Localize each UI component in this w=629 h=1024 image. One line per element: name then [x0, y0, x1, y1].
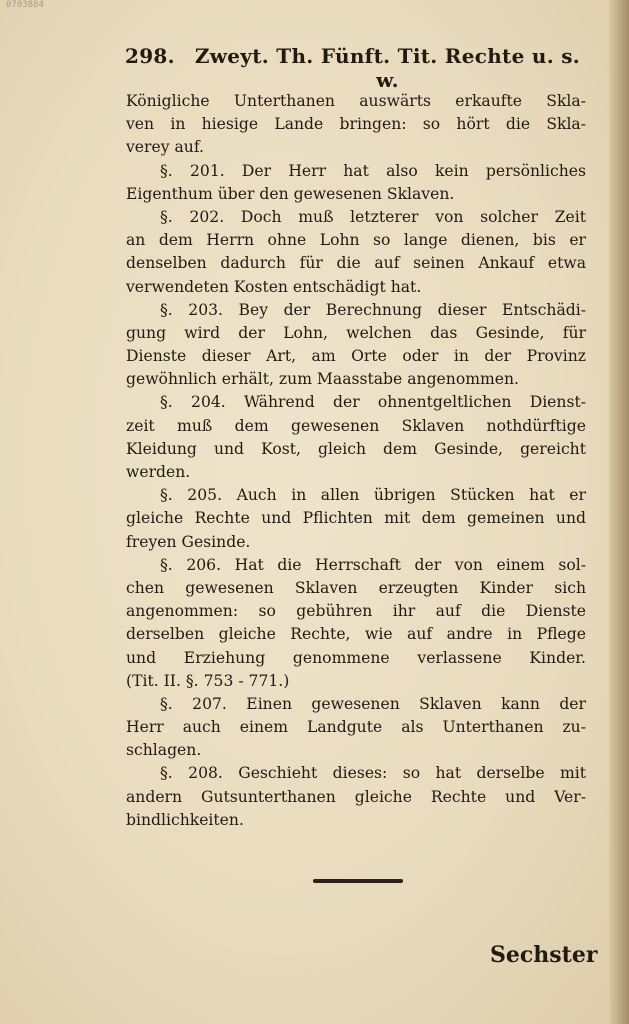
text-line: gung wird der Lohn, welchen das Gesinde, für: [126, 323, 586, 342]
text-line: verwendeten Kosten entschädigt hat.: [126, 277, 422, 296]
text-line: §. 204. Während der ohnentgeltlichen Dienst-: [160, 393, 586, 412]
text-line: §. 203. Bey der Berechnung dieser Entschädi-: [160, 300, 586, 319]
running-title: Zweyt. Th. Fünft. Tit. Rechte u. s. w.: [194, 44, 581, 92]
text-line: denselben dadurch für die auf seinen Ankauf etwa: [126, 254, 586, 273]
text-line: derselben gleiche Rechte, wie auf andre in Pflege: [126, 625, 586, 644]
text-line: §. 207. Einen gewesenen Sklaven kann der: [160, 694, 586, 713]
text-line: schlagen.: [126, 741, 202, 760]
text-line: Herr auch einem Landgute als Unterthanen zu-: [126, 718, 586, 737]
body-text: [126, 90, 586, 832]
text-line: §. 205. Auch in allen übrigen Stücken hat er: [160, 486, 586, 505]
text-line: §. 208. Geschieht dieses: so hat derselbe mit: [160, 764, 586, 783]
text-line: §. 202. Doch muß letzterer von solcher Zeit: [160, 207, 586, 226]
text-line: chen gewesenen Sklaven erzeugten Kinder sich: [126, 578, 586, 597]
text-line: gewöhnlich erhält, zum Maasstabe angenommen.: [126, 370, 520, 389]
page-header: [125, 44, 590, 92]
text-line: andern Gutsunterthanen gleiche Rechte und Ver-: [126, 787, 586, 806]
text-line: ven in hiesige Lande bringen: so hört die Skla-: [126, 115, 586, 134]
text-line: Eigenthum über den gewesenen Sklaven.: [126, 184, 455, 203]
library-stamp: 0703884: [6, 0, 44, 10]
text-line: Königliche Unterthanen auswärts erkaufte Skla-: [126, 92, 586, 110]
text-line: und Erziehung genommene verlassene Kinder.: [126, 648, 586, 667]
catchword: Sechster: [490, 942, 598, 968]
text-line: Kleidung und Kost, gleich dem Gesinde, gereicht: [126, 439, 586, 458]
text-line: werden.: [126, 463, 191, 481]
text-line: freyen Gesinde.: [126, 532, 251, 551]
page-number: 298.: [125, 44, 175, 68]
text-line: bindlichkeiten.: [126, 810, 244, 829]
text-line: an dem Herrn ohne Lohn so lange dienen, bis er: [126, 231, 586, 250]
text-line: verey auf.: [126, 138, 204, 157]
section-rule: [313, 879, 403, 883]
text-line: §. 206. Hat die Herrschaft der von einem sol-: [160, 555, 586, 574]
text-line: zeit muß dem gewesenen Sklaven nothdürftige: [126, 416, 586, 435]
text-line: §. 201. Der Herr hat also kein persönliches: [160, 161, 586, 180]
text-line: angenommen: so gebühren ihr auf die Dienste: [126, 602, 586, 621]
page-spine-shadow: [609, 0, 629, 1024]
text-line: Dienste dieser Art, am Orte oder in der Provinz: [126, 347, 586, 366]
text-line: gleiche Rechte und Pflichten mit dem gemeinen und: [126, 509, 586, 528]
text-line: (Tit. II. §. 753 - 771.): [126, 671, 290, 690]
